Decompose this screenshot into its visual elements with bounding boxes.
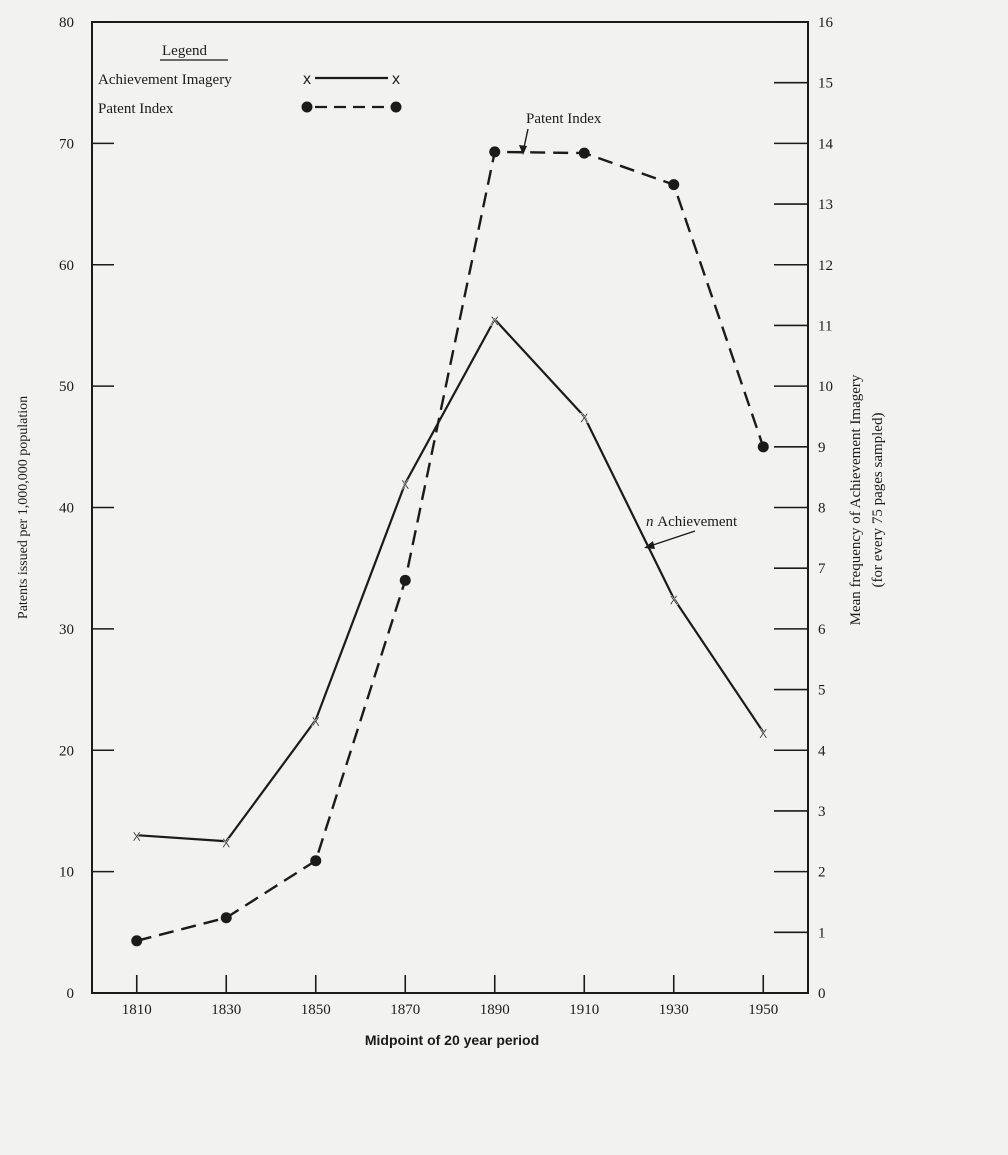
plot-border <box>92 22 808 993</box>
achievement-imagery-point: x <box>580 407 589 427</box>
achievement-imagery-point: x <box>132 826 141 846</box>
x-tick-label: 1950 <box>748 1002 779 1018</box>
patent-index-point <box>310 855 321 866</box>
left-tick-label: 60 <box>59 257 74 274</box>
right-axis-title-line1: Mean frequency of Achievement Imagery <box>848 374 864 626</box>
right-tick-label: 9 <box>818 439 826 456</box>
right-tick-label: 3 <box>818 803 826 820</box>
legend-x-marker: x <box>392 71 400 88</box>
achievement-imagery-point: x <box>311 710 320 730</box>
right-tick-label: 10 <box>818 379 833 396</box>
right-tick-label: 1 <box>818 925 826 942</box>
x-tick-label: 1830 <box>211 1002 242 1018</box>
achievement-imagery-point: x <box>490 310 499 330</box>
right-tick-label: 0 <box>818 986 826 1002</box>
left-axis-title: Patents issued per 1,000,000 population <box>16 395 31 620</box>
annotation-achievement-text: Achievement <box>657 514 738 530</box>
patent-index-point <box>221 912 232 923</box>
right-axis-title-line2: (for every 75 pages sampled) <box>870 412 886 588</box>
legend-label-patent: Patent Index <box>98 101 174 117</box>
right-tick-label: 14 <box>818 136 833 153</box>
x-tick-label: 1910 <box>569 1002 600 1018</box>
axis-titles <box>16 374 886 1048</box>
patent-index-point <box>131 935 142 946</box>
right-tick-label: 2 <box>818 864 826 881</box>
x-tick-label: 1930 <box>658 1002 689 1018</box>
achievement-imagery-point: x <box>222 832 231 852</box>
legend-dot-marker <box>302 102 313 113</box>
right-tick-label: 12 <box>818 257 833 274</box>
series-layer <box>131 146 769 946</box>
right-tick-label: 5 <box>818 682 826 699</box>
patent-index-point <box>579 148 590 159</box>
right-tick-label: 16 <box>818 15 833 31</box>
legend <box>98 43 402 117</box>
achievement-imagery-point: x <box>669 589 678 609</box>
left-tick-label: 50 <box>59 379 74 396</box>
annotation-n-italic: n <box>646 514 658 530</box>
left-tick-label: 30 <box>59 621 74 638</box>
annotations <box>519 111 738 549</box>
x-tick-label: 1890 <box>479 1002 510 1018</box>
right-tick-label: 7 <box>818 561 826 578</box>
right-tick-label: 15 <box>818 75 833 92</box>
x-tick-label: 1850 <box>300 1002 331 1018</box>
annotation-patent-index: Patent Index <box>526 111 602 127</box>
plot-frame <box>92 22 808 993</box>
legend-x-marker: x <box>303 71 311 88</box>
left-tick-label: 10 <box>59 864 74 881</box>
left-tick-label: 80 <box>59 15 74 31</box>
x-tick-label: 1810 <box>121 1002 152 1018</box>
achievement-imagery-point: x <box>759 723 768 743</box>
x-tick-label: 1870 <box>390 1002 421 1018</box>
right-tick-label: 8 <box>818 500 826 517</box>
x-axis <box>122 975 779 1018</box>
patent-index-point <box>489 146 500 157</box>
annotation-achievement-arrow <box>650 531 695 546</box>
legend-title: Legend <box>162 43 207 59</box>
right-axis <box>774 15 834 1002</box>
patent-index-point <box>758 441 769 452</box>
patent-index-point <box>668 179 679 190</box>
left-tick-label: 0 <box>66 986 74 1002</box>
legend-label-achievement: Achievement Imagery <box>98 72 232 88</box>
legend-dot-marker <box>391 102 402 113</box>
left-tick-label: 20 <box>59 743 74 760</box>
x-axis-title: Midpoint of 20 year period <box>364 1032 540 1048</box>
achievement-imagery-line <box>137 319 764 841</box>
patent-index-line <box>137 152 764 941</box>
left-tick-label: 40 <box>59 500 74 517</box>
achievement-imagery-point: x <box>401 474 410 494</box>
right-tick-label: 4 <box>818 743 826 760</box>
left-tick-label: 70 <box>59 136 74 153</box>
right-tick-label: 13 <box>818 197 833 214</box>
right-tick-label: 11 <box>818 318 833 335</box>
patent-index-point <box>400 575 411 586</box>
annotation-n-achievement <box>646 514 738 530</box>
right-tick-label: 6 <box>818 621 826 638</box>
annotation-patent-arrowhead <box>519 145 527 155</box>
left-axis <box>59 15 114 1002</box>
